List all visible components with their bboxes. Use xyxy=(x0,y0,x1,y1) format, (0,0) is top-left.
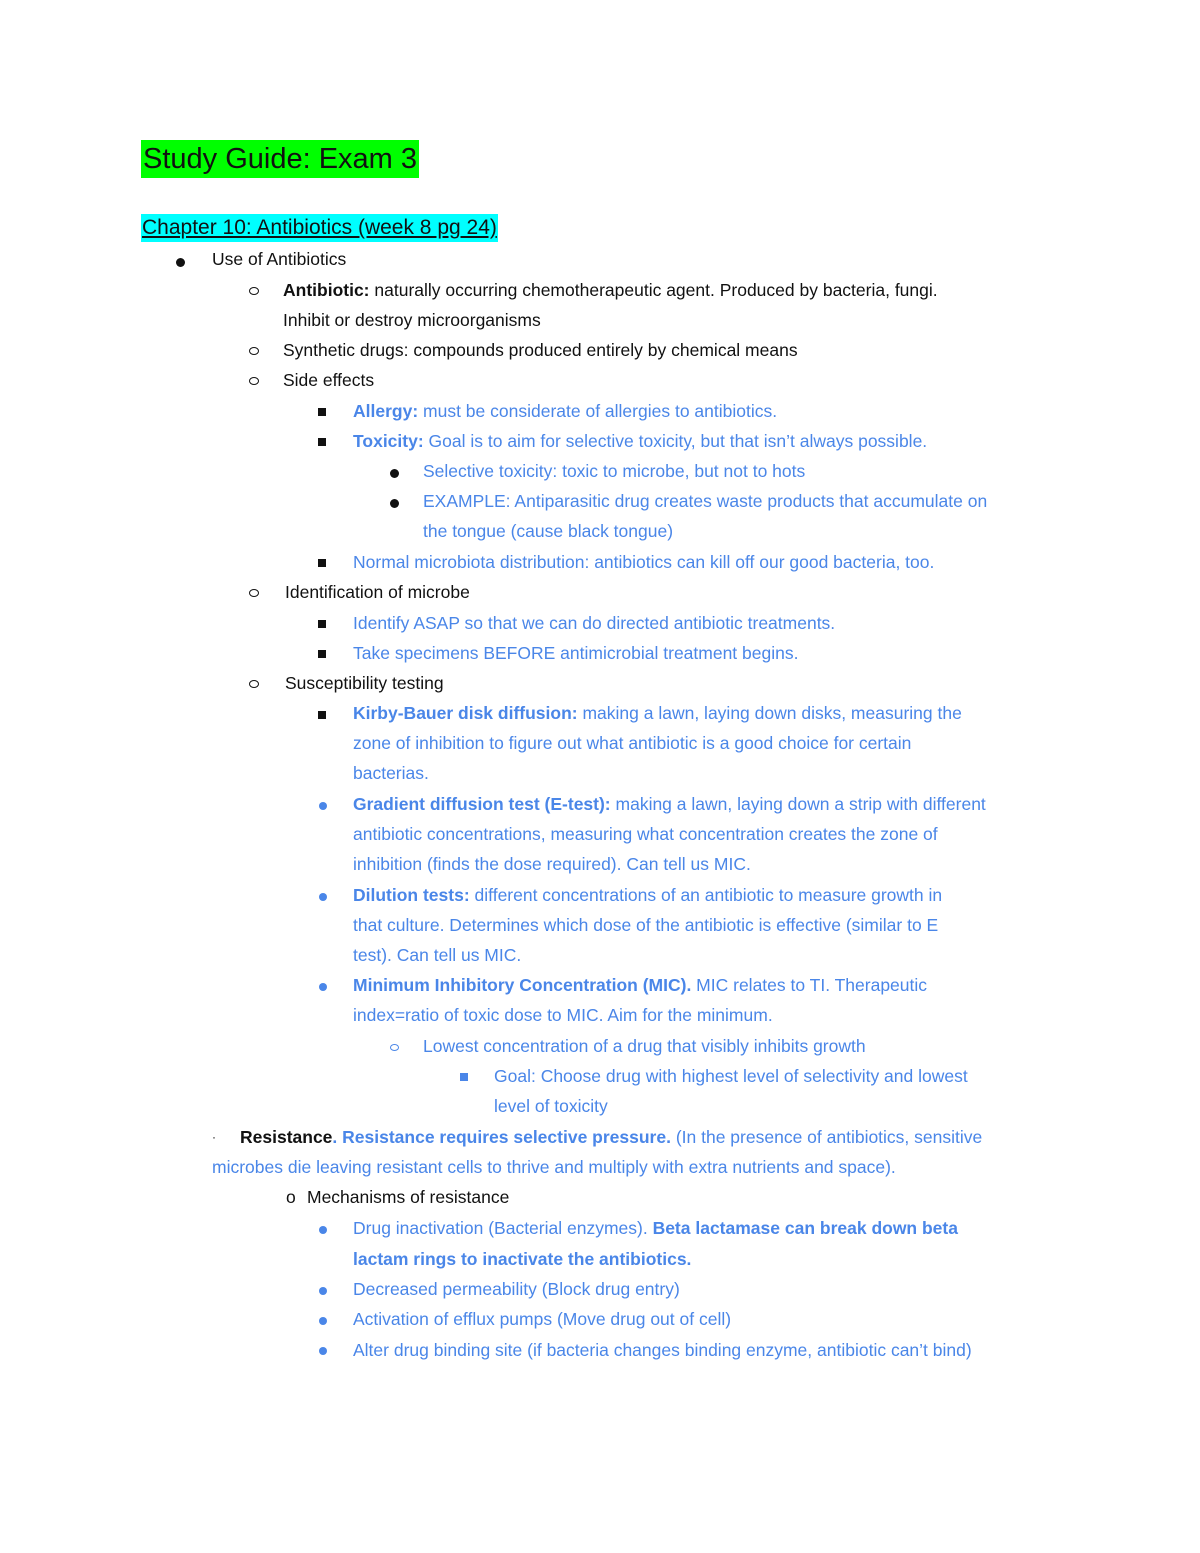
mic-line-1: MIC relates to TI. Therapeutic xyxy=(691,975,928,995)
mechanisms-marker: o xyxy=(286,1187,296,1207)
antibiotic-line-1: naturally occurring chemotherapeutic agent. Produced by bacteria, fungi. xyxy=(369,280,938,300)
square-bullet-icon xyxy=(318,397,326,427)
list-item-take-specimens: Take specimens BEFORE antimicrobial treatment begins. xyxy=(353,643,799,663)
term-toxicity: Toxicity: xyxy=(353,431,424,451)
chapter-heading: Chapter 10: Antibiotics (week 8 pg 24) xyxy=(141,214,498,242)
disc-bullet-icon xyxy=(319,972,327,1002)
antibiotic-line-2: Inhibit or destroy microorganisms xyxy=(283,310,541,330)
square-bullet-icon xyxy=(318,639,326,669)
square-bullet-icon xyxy=(318,609,326,639)
list-item-goal: Goal: Choose drug with highest level of selectivity and lowest xyxy=(494,1066,968,1086)
kirby-line-1: making a lawn, laying down disks, measuring the xyxy=(577,703,962,723)
disc-bullet-icon xyxy=(319,1276,327,1306)
term-mic: Minimum Inhibitory Concentration (MIC). xyxy=(353,975,692,995)
resistance-line-2: microbes die leaving resistant cells to thrive and multiply with extra nutrients and space). xyxy=(212,1157,896,1177)
list-item-side-effects: Side effects xyxy=(283,370,375,390)
list-item-dilution-tests xyxy=(353,880,942,910)
drug-inactivation-text: Drug inactivation (Bacterial enzymes). xyxy=(353,1218,648,1238)
list-item-gradient-diffusion xyxy=(353,789,986,819)
list-item-normal-microbiota: Normal microbiota distribution: antibiotics can kill off our good bacteria, too. xyxy=(353,552,935,572)
list-item-toxicity xyxy=(353,426,927,456)
term-resistance: Resistance xyxy=(240,1127,333,1147)
resistance-sep: . xyxy=(332,1127,343,1147)
list-item-drug-inactivation xyxy=(353,1213,958,1243)
square-bullet-icon xyxy=(460,1062,468,1092)
list-item-resistance xyxy=(240,1122,982,1152)
dilution-line-1: different concentrations of an antibiotic to measure growth in xyxy=(469,885,943,905)
term-antibiotic: Antibiotic: xyxy=(283,280,370,300)
dilution-line-3: test). Can tell us MIC. xyxy=(353,945,522,965)
list-item-lowest-concentration: Lowest concentration of a drug that visibly inhibits growth xyxy=(423,1036,866,1056)
square-bullet-icon xyxy=(318,548,326,578)
term-allergy: Allergy: xyxy=(353,401,419,421)
dilution-line-2: that culture. Determines which dose of the antibiotic is effective (similar to E xyxy=(353,915,939,935)
drug-inactivation-bold-2: lactam rings to inactivate the antibiotics. xyxy=(353,1249,692,1269)
allergy-text: must be considerate of allergies to antibiotics. xyxy=(418,401,778,421)
list-item-alter-binding-site: Alter drug binding site (if bacteria changes binding enzyme, antibiotic can’t bind) xyxy=(353,1340,972,1360)
toxicity-text: Goal is to aim for selective toxicity, but that isn’t always possible. xyxy=(423,431,928,451)
disc-bullet-icon xyxy=(319,1336,327,1366)
term-kirby-bauer: Kirby-Bauer disk diffusion: xyxy=(353,703,578,723)
list-item-identify-asap: Identify ASAP so that we can do directed antibiotic treatments. xyxy=(353,613,836,633)
disc-bullet-icon xyxy=(319,882,327,912)
circle-bullet-icon xyxy=(249,276,259,306)
list-item-use-of-antibiotics: Use of Antibiotics xyxy=(212,249,347,269)
circle-bullet-icon xyxy=(249,578,259,608)
example-line-2: the tongue (cause black tongue) xyxy=(423,521,674,541)
disc-bullet-icon xyxy=(319,791,327,821)
circle-bullet-icon xyxy=(249,366,259,396)
kirby-line-3: bacterias. xyxy=(353,763,429,783)
list-item-selective-toxicity: Selective toxicity: toxic to microbe, but not to hots xyxy=(423,461,806,481)
kirby-line-2: zone of inhibition to figure out what antibiotic is a good choice for certain xyxy=(353,733,912,753)
resistance-selective-pressure: Resistance requires selective pressure. xyxy=(342,1127,671,1147)
disc-bullet-icon xyxy=(176,248,185,278)
list-item-kirby-bauer xyxy=(353,698,962,728)
list-item-synthetic-drugs: Synthetic drugs: compounds produced entirely by chemical means xyxy=(283,340,798,360)
page-title: Study Guide: Exam 3 xyxy=(141,140,419,178)
list-item-antibiotic xyxy=(283,275,938,305)
mic-line-2: index=ratio of toxic dose to MIC. Aim for the minimum. xyxy=(353,1005,773,1025)
resistance-line-1: (In the presence of antibiotics, sensitive xyxy=(670,1127,983,1147)
list-item-allergy xyxy=(353,396,777,426)
resistance-marker: · xyxy=(212,1130,216,1144)
circle-bullet-icon xyxy=(249,669,259,699)
disc-bullet-icon xyxy=(390,459,399,489)
list-item-identification: Identification of microbe xyxy=(285,582,470,602)
disc-bullet-icon xyxy=(390,489,399,519)
gradient-line-3: inhibition (finds the dose required). Can tell us MIC. xyxy=(353,854,751,874)
term-dilution-tests: Dilution tests: xyxy=(353,885,470,905)
list-item-mechanisms: Mechanisms of resistance xyxy=(307,1187,510,1207)
circle-bullet-icon xyxy=(249,336,259,366)
circle-bullet-icon xyxy=(390,1032,399,1062)
list-item-susceptibility: Susceptibility testing xyxy=(285,673,444,693)
disc-bullet-icon xyxy=(319,1306,327,1336)
term-gradient-diffusion: Gradient diffusion test (E-test): xyxy=(353,794,611,814)
disc-bullet-icon xyxy=(319,1215,327,1245)
list-item-mic xyxy=(353,970,927,1000)
list-item-example: EXAMPLE: Antiparasitic drug creates waste products that accumulate on xyxy=(423,491,988,511)
drug-inactivation-bold-1: Beta lactamase can break down beta xyxy=(647,1218,958,1238)
gradient-line-2: antibiotic concentrations, measuring what concentration creates the zone of xyxy=(353,824,938,844)
list-item-decreased-permeability: Decreased permeability (Block drug entry) xyxy=(353,1279,680,1299)
gradient-line-1: making a lawn, laying down a strip with different xyxy=(610,794,986,814)
square-bullet-icon xyxy=(318,427,326,457)
list-item-efflux-pumps: Activation of efflux pumps (Move drug out of cell) xyxy=(353,1309,732,1329)
square-bullet-icon xyxy=(318,700,326,730)
goal-line-2: level of toxicity xyxy=(494,1096,608,1116)
